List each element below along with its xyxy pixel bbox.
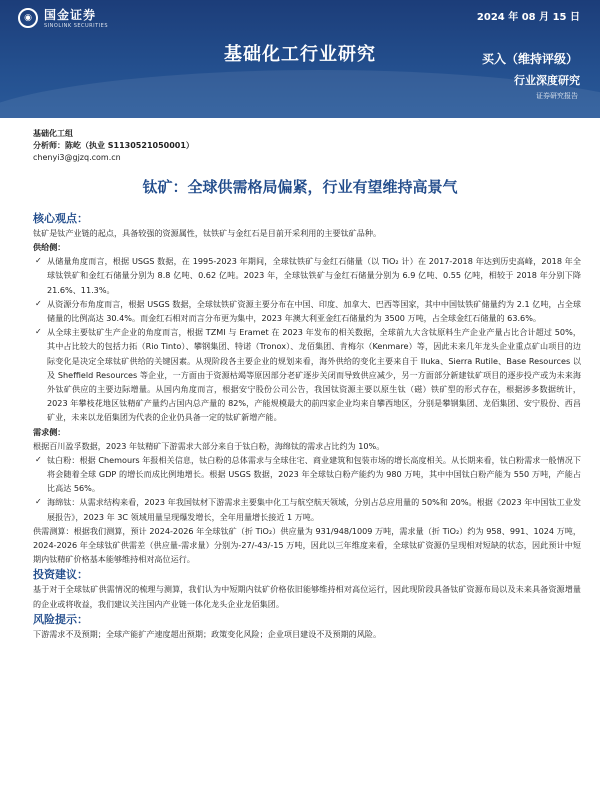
supply-bullet: ✓ 从资源分布角度而言，根据 USGS 数据，全球钛铁矿资源主要分布在中国、印度、加拿大、巴西等国家，其中中国钛铁矿储量约为 2.1 亿吨，占全球储量的比例高达 30.4%。而金红石相对而言分布更为集中，2023 年澳大利亚金红石储量约为 3500 万吨，占全球金红石储量的 63.6%。 [35, 298, 581, 324]
analyst-email: chenyi3@gjzq.com.cn [33, 153, 121, 162]
report-date: 2024 年 08 月 15 日 [476, 12, 580, 23]
check-icon: ✓ [35, 454, 42, 464]
check-icon: ✓ [35, 256, 42, 266]
risk-text: 下游需求不及预期；全球产能扩产速度超出预期；政策变化风险；企业项目建设不及预期的风险。 [33, 628, 382, 639]
banner-decoration [0, 70, 600, 118]
header-banner [0, 0, 600, 118]
supply-bullet: ✓ 从储量角度而言，根据 USGS 数据，在 1995-2023 年期间，全球钛铁矿与金红石储量（以 TiO₂ 计）在 2017-2018 年达到历史高峰，2018 年全球钛铁矿和金红石储量分别为 8.8 亿吨、0.62 亿吨。2023 年，全球钛铁矿与金红石储量分别为 6.9 亿吨、0.55 亿吨，相较于 2018 年分别下降 21.6%、11.3%。 [35, 256, 581, 295]
check-icon: ✓ [35, 298, 42, 308]
invest-heading: 投资建议： [33, 568, 88, 582]
analyst-name: 分析师：陈屹（执业 S1130521050001） [33, 141, 194, 150]
demand-bullet: ✓ 海绵钛：从需求结构来看，2023 年我国钛材下游需求主要集中化工与航空航天领域，分别占总应用量的 50%和 20%。根据《2023 年中国钛工业发展报告》，2023 年 3C 领域用量呈现爆发增长，全年用量增长接近 1 万吨。 [35, 497, 581, 522]
team-name: 基础化工组 [33, 129, 73, 138]
logo-text: 国金证券 [44, 8, 97, 22]
main-title: 钛矿：全球供需格局偏紧，行业有望维持高景气 [142, 178, 458, 196]
core-intro: 钛矿是钛产业链的起点，具备较强的资源属性，钛铁矿与金红石是目前开采利用的主要钛矿品种。 [33, 228, 382, 238]
report-subtype: 证券研究报告 [536, 92, 578, 100]
supply-heading: 供给侧： [33, 242, 66, 253]
analyst-info [33, 128, 194, 164]
demand-bullet: ✓ 钛白粉：根据 Chemours 年报相关信息，钛白粉的总体需求与全球住宅、商业建筑和包装市场的增长高度相关。从长期来看，钛白粉需求一般情况下将会随着全球 GDP 的增长而成比例地增长。根据 USGS 数据，2023 年全球钛白粉产能约为 980 万吨，其中中国钛白粉产能为 550 万吨，产能占比高达 56%。 [35, 454, 581, 494]
report-body [33, 210, 581, 641]
logo-subtext: SINOLINK SECURITIES [44, 23, 108, 29]
supply-demand-balance: 供需测算：根据我们测算，预计 2024-2026 年全球钛矿（折 TiO₂）供应量为 931/948/1009 万吨，需求量（折 TiO₂）约为 958、991、1024 万吨，2024-2026 年全球钛矿供需差（供应量-需求量）分别为-27/-43/-15 万吨，因此以三年维度来看，全球钛矿资源仍呈现相对短缺的状态，因此预计中短期内钛精矿价格基本能够维持相对高位运行。 [33, 525, 581, 565]
report-type: 行业深度研究 [514, 74, 580, 87]
demand-intro: 根据百川盈孚数据，2023 年钛精矿下游需求大部分来自于钛白粉，海绵钛的需求占比约为 10%。 [33, 440, 385, 451]
report-title: 基础化工行业研究 [224, 44, 376, 65]
risk-heading: 风险提示： [33, 612, 88, 626]
check-icon: ✓ [35, 327, 42, 337]
check-icon: ✓ [35, 497, 42, 507]
supply-bullet: ✓ 从全球主要钛矿生产企业的角度而言，根据 TZMI 与 Eramet 在 2023 年发布的相关数据，全球前九大含钛原料生产企业产量占比合计超过 50%，其中占比较大的包括力拓（Rio Tinto）、攀钢集团、特诺（Tronox）、龙佰集团、肯梅尔（Kenmare）等，因此未来几年龙头企业重点矿山项目的边际变化是决定全球钛矿供给的关键因素。从现阶段各主要企业的规划来看，海外供给的变化主要来自于 Iluka、Sierra Rutile、Base Resources 以及 Sheffield Resources 等企业，一方面由于资源枯竭等原因部分老矿逐步关闭而导致供应减少，另一方面部分新建钛矿项目的逐步投产或为未来海外钛矿供应的主要边际增量。从国内角度而言，根据安宁股份公司公告，我国钛资源主要以原生钛（磁）铁矿型的形式存在，根据涉多数据统计，2023 年攀枝花地区钛精矿产量约占国内总产量的 82%，产能规模最大的前四家企业均来自攀西地区，分别是攀钢集团、龙佰集团、安宁股份、西昌矿业，未来以龙佰集团为代表的企业仍具备一定的钛矿新增产能。 [35, 327, 581, 423]
company-logo [18, 6, 108, 29]
rating-label: 买入（维持评级） [481, 52, 578, 66]
logo-icon: ◉ [18, 8, 38, 28]
invest-text: 基于对于全球钛矿供需情况的梳理与测算，我们认为中短期内钛矿价格依旧能够维持相对高位运行，因此现阶段具备钛矿资源布局以及未来具备资源增量的企业或将收益，我们建议关注国内产业链一体化龙头企业龙佰集团。 [33, 584, 581, 609]
demand-heading: 需求侧： [33, 426, 66, 437]
core-heading: 核心观点： [33, 212, 88, 225]
